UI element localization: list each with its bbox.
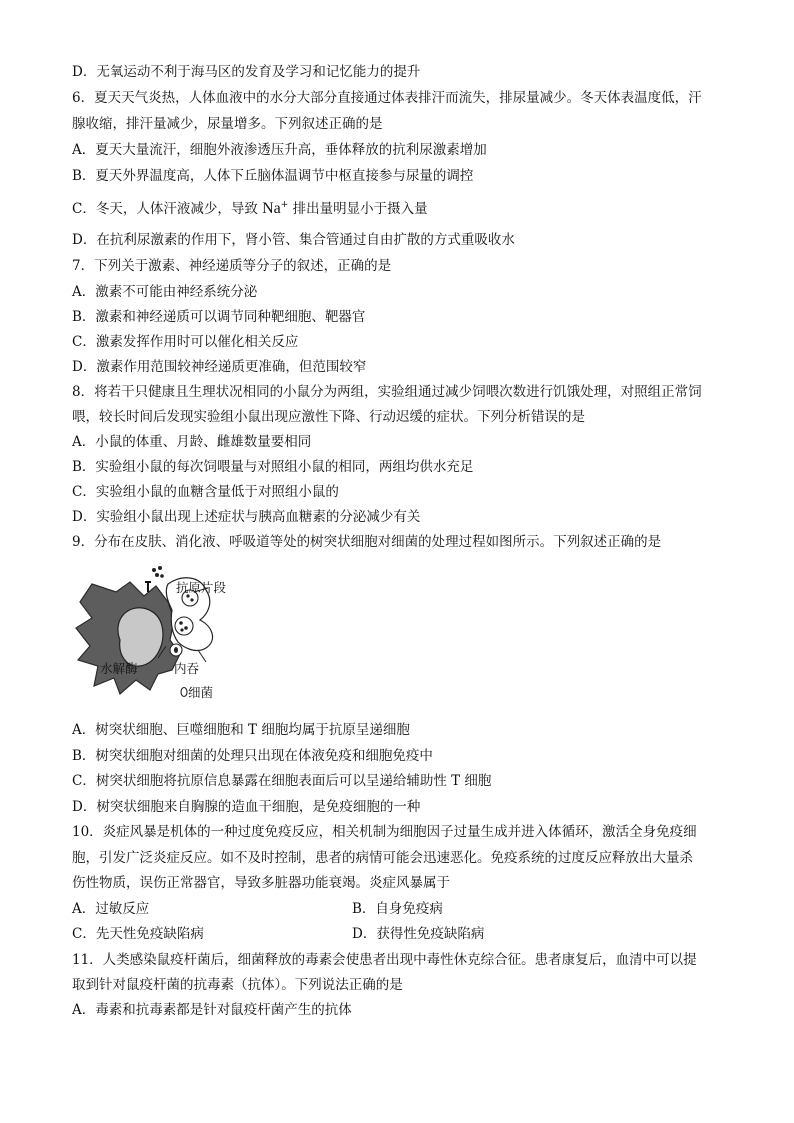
sodium-symbol: Na bbox=[262, 200, 281, 217]
q8-option-b: B．实验组小鼠的每次饲喂量与对照组小鼠的相同，两组均供水充足 bbox=[72, 459, 474, 475]
dendritic-cell-figure bbox=[72, 562, 258, 710]
label-hydrolase: 水解酶 bbox=[100, 661, 138, 676]
sodium-charge: + bbox=[280, 200, 289, 210]
q6-option-d: D．在抗利尿激素的作用下，肾小管、集合管通过自由扩散的方式重吸收水 bbox=[72, 232, 515, 248]
q11-stem-line-2: 取到针对鼠疫杆菌的抗毒素（抗体）。下列说法正确的是 bbox=[72, 977, 403, 993]
q5-option-d: D．无氧运动不利于海马区的发育及学习和记忆能力的提升 bbox=[72, 64, 421, 80]
q7-option-b: B．激素和神经递质可以调节同种靶细胞、靶器官 bbox=[72, 309, 366, 325]
q8-stem-line-2: 喂，较长时间后发现实验组小鼠出现应激性下降、行动迟缓的症状。下列分析错误的是 bbox=[72, 409, 585, 425]
q6-option-c bbox=[72, 199, 428, 219]
q6-stem-line-2: 腺收缩，排汗量减少，尿量增多。下列叙述正确的是 bbox=[72, 116, 383, 132]
q10-option-a: A．过敏反应 bbox=[72, 901, 150, 917]
q6-stem-line-1: 6．夏天天气炎热，人体血液中的水分大部分直接通过体表排汗而流失，排尿量减少。冬天体表温度低，汗 bbox=[72, 90, 702, 106]
q6-option-c-text-1: C．冬天，人体汗液减少，导致 bbox=[72, 201, 263, 217]
q8-option-c: C．实验组小鼠的血糖含量低于对照组小鼠的 bbox=[72, 484, 339, 500]
q7-option-c: C．激素发挥作用时可以催化相关反应 bbox=[72, 334, 299, 350]
q9-option-b: B．树突状细胞对细菌的处理只出现在体液免疫和细胞免疫中 bbox=[72, 748, 433, 764]
q10-stem-line-3: 伤性物质，误伤正常器官，导致多脏器功能衰竭。炎症风暴属于 bbox=[72, 875, 450, 891]
bacterium-shape bbox=[181, 688, 187, 697]
q9-option-d: D．树突状细胞来自胸腺的造血干细胞，是免疫细胞的一种 bbox=[72, 799, 421, 815]
dendritic-cell-diagram bbox=[72, 562, 258, 710]
label-endocytosis: 内吞 bbox=[174, 661, 200, 676]
q10-stem-line-2: 胞，引发广泛炎症反应。如不及时控制，患者的病情可能会迅速恶化。免疫系统的过度反应释放出大量杀 bbox=[72, 850, 693, 866]
q8-option-a: A．小鼠的体重、月龄、雌雄数量要相同 bbox=[72, 434, 312, 450]
label-bacteria: 细菌 bbox=[188, 685, 214, 700]
q11-stem-line-1: 11．人类感染鼠疫杆菌后，细菌释放的毒素会使患者出现中毒性休克综合征。患者康复后，血清中可以提 bbox=[72, 952, 697, 968]
q9-option-a: A．树突状细胞、巨噬细胞和 T 细胞均属于抗原呈递细胞 bbox=[72, 722, 410, 738]
q6-option-a: A．夏天大量流汗，细胞外液渗透压升高，垂体释放的抗利尿激素增加 bbox=[72, 142, 487, 158]
q8-option-d: D．实验组小鼠出现上述症状与胰高血糖素的分泌减少有关 bbox=[72, 509, 421, 525]
q10-option-d: D．获得性免疫缺陷病 bbox=[352, 926, 485, 942]
q9-stem: 9．分布在皮肤、消化液、呼吸道等处的树突状细胞对细菌的处理过程如图所示。下列叙述正确的是 bbox=[72, 534, 662, 550]
q10-option-c: C．先天性免疫缺陷病 bbox=[72, 926, 204, 942]
q9-option-c: C．树突状细胞将抗原信息暴露在细胞表面后可以呈递给辅助性 T 细胞 bbox=[72, 773, 492, 789]
phagosome-vesicle bbox=[175, 617, 193, 635]
q7-option-a: A．激素不可能由神经系统分泌 bbox=[72, 284, 258, 300]
q10-option-b: B．自身免疫病 bbox=[352, 901, 443, 917]
q8-stem-line-1: 8．将若干只健康且生理状况相同的小鼠分为两组，实验组通过减少饲喂次数进行饥饿处理，对照组正常饲 bbox=[72, 384, 702, 400]
q7-option-d: D．激素作用范围较神经递质更准确，但范围较窄 bbox=[72, 359, 367, 375]
q10-stem-line-1: 10．炎症风暴是机体的一种过度免疫反应，相关机制为细胞因子过量生成并进入体循环，激活全身免疫细 bbox=[72, 824, 697, 840]
q11-option-a: A．毒素和抗毒素都是针对鼠疫杆菌产生的抗体 bbox=[72, 1002, 352, 1018]
label-antigen-fragment: 抗原片段 bbox=[176, 580, 227, 595]
q6-option-b: B．夏天外界温度高，人体下丘脑体温调节中枢直接参与尿量的调控 bbox=[72, 168, 474, 184]
q6-option-c-text-2: 排出量明显小于摄入量 bbox=[288, 201, 428, 217]
q7-stem: 7．下列关于激素、神经递质等分子的叙述，正确的是 bbox=[72, 258, 392, 274]
